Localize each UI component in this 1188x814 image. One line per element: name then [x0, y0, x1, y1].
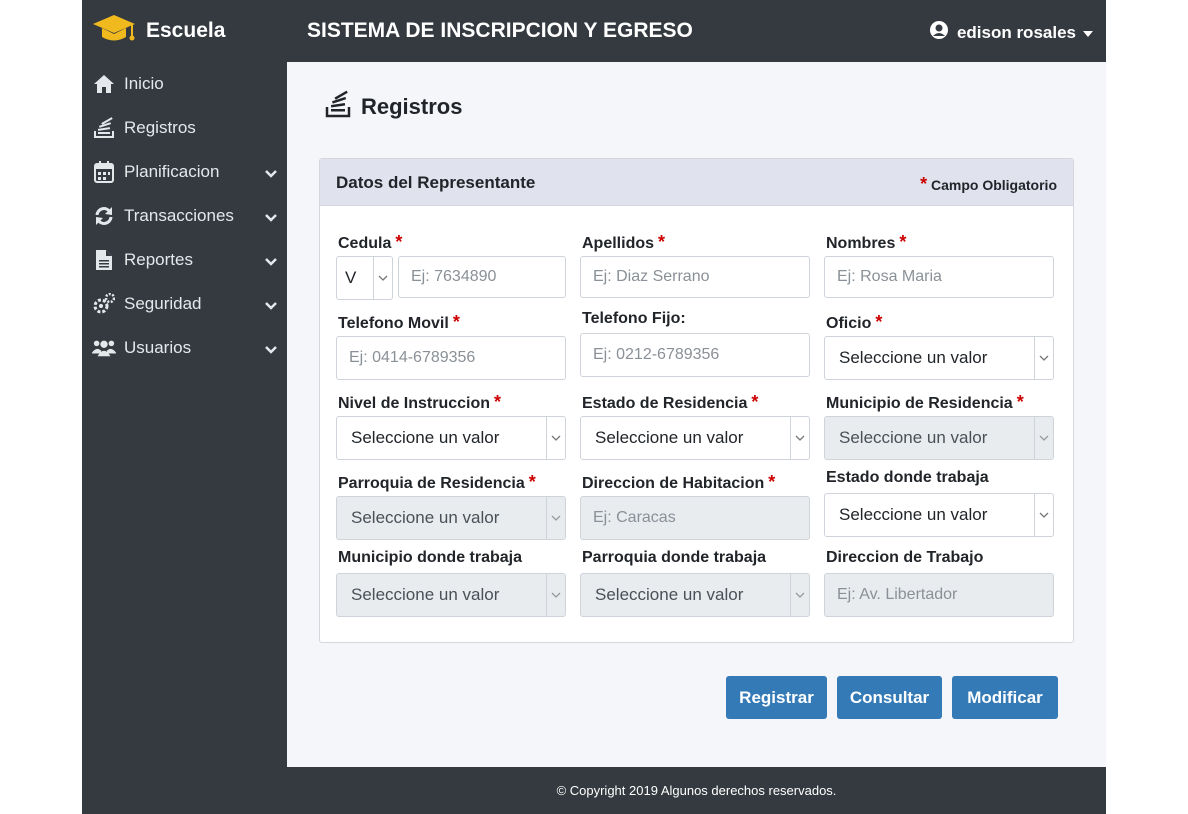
sidebar-item-seguridad[interactable]: [82, 282, 287, 326]
municipio-residencia-select: [824, 416, 1054, 460]
chevron-down-icon: [265, 340, 277, 360]
brand[interactable]: [82, 0, 287, 62]
stack-icon: [325, 90, 351, 123]
sync-icon: [92, 205, 116, 227]
required-asterisk: *: [751, 392, 759, 412]
chevron-down-icon: [1034, 417, 1053, 459]
sidebar-item-label: Reportes: [124, 250, 193, 269]
oficio-select-value: Seleccione un valor: [839, 348, 988, 367]
estado-residencia-label-text: Estado de Residencia: [582, 395, 748, 412]
chevron-down-icon: [546, 417, 565, 459]
cedula-input[interactable]: [398, 256, 566, 298]
chevron-down-icon: [1034, 337, 1053, 379]
chevron-down-icon: [265, 296, 277, 316]
caret-down-icon: [1082, 23, 1094, 43]
sidebar-item-label: Registros: [124, 118, 196, 137]
estado-trabajo-select[interactable]: [824, 493, 1054, 537]
cedula-label-text: Cedula: [338, 235, 392, 252]
municipio-residencia-label: [826, 392, 1024, 413]
chevron-down-icon: [265, 208, 277, 228]
sidebar-item-label: Transacciones: [124, 206, 234, 225]
stack-icon: [92, 117, 116, 139]
municipio-residencia-label-text: Municipio de Residencia: [826, 395, 1013, 412]
chevron-down-icon: [790, 574, 809, 616]
required-asterisk: *: [899, 232, 907, 252]
chevron-down-icon: [265, 252, 277, 272]
app-title: SISTEMA DE INSCRIPCION Y EGRESO: [307, 19, 693, 42]
telefono-movil-label: [338, 312, 460, 333]
sidebar-item-label: Usuarios: [124, 338, 192, 357]
apellidos-label-text: Apellidos: [582, 235, 655, 252]
required-asterisk: *: [658, 232, 666, 252]
sidebar-item-usuarios[interactable]: [82, 326, 287, 370]
parroquia-residencia-label: [338, 472, 536, 493]
direccion-habitacion-input: [580, 496, 810, 540]
parroquia-residencia-select: [336, 496, 566, 540]
user-menu[interactable]: [929, 20, 1094, 45]
nivel-instruccion-value: Seleccione un valor: [351, 428, 500, 447]
required-asterisk: *: [494, 392, 502, 412]
gears-icon: [92, 293, 116, 315]
sidebar-item-transacciones[interactable]: [82, 194, 287, 238]
telefono-movil-label-text: Telefono Movil: [338, 315, 449, 332]
direccion-habitacion-label: [582, 472, 775, 493]
direccion-trabajo-label: Direccion de Trabajo: [826, 549, 984, 566]
card-header: [320, 159, 1073, 206]
required-asterisk: *: [875, 312, 883, 332]
chevron-down-icon: [265, 164, 277, 184]
user-name: edison rosales: [956, 22, 1076, 42]
card-title: Datos del Representante: [336, 173, 536, 192]
registrar-button[interactable]: Registrar: [726, 676, 827, 719]
sidebar-nav: [82, 62, 287, 370]
estado-trabajo-label: Estado donde trabaja: [826, 469, 989, 486]
calendar-icon: [92, 161, 116, 183]
cedula-type-value: V: [345, 268, 357, 287]
apellidos-input[interactable]: [580, 256, 810, 298]
required-asterisk: *: [768, 472, 776, 492]
telefono-movil-input[interactable]: [336, 336, 566, 380]
sidebar-item-label: Inicio: [124, 74, 164, 93]
app-root: [82, 0, 1106, 814]
municipio-trabajo-select: [336, 573, 566, 617]
nivel-instruccion-select[interactable]: [336, 416, 566, 460]
parroquia-residencia-label-text: Parroquia de Residencia: [338, 475, 525, 492]
required-asterisk: *: [1016, 392, 1024, 412]
telefono-fijo-label: Telefono Fijo:: [582, 310, 686, 327]
estado-residencia-label: [582, 392, 758, 413]
sidebar-item-label: Planificacion: [124, 162, 220, 181]
consultar-button[interactable]: Consultar: [837, 676, 942, 719]
municipio-residencia-value: Seleccione un valor: [839, 428, 988, 447]
sidebar-item-registros[interactable]: [82, 106, 287, 150]
nombres-label: [826, 232, 906, 253]
chevron-down-icon: [546, 497, 565, 539]
parroquia-trabajo-select: [580, 573, 810, 617]
telefono-fijo-input[interactable]: [580, 333, 810, 377]
required-asterisk: *: [528, 472, 536, 492]
file-icon: [92, 249, 116, 271]
nombres-label-text: Nombres: [826, 235, 896, 252]
estado-residencia-value: Seleccione un valor: [595, 428, 744, 447]
parroquia-trabajo-value: Seleccione un valor: [595, 585, 744, 604]
sidebar-item-label: Seguridad: [124, 294, 202, 313]
main-content: [287, 62, 1106, 767]
cedula-type-select[interactable]: [336, 256, 393, 300]
home-icon: [92, 74, 116, 94]
chevron-down-icon: [373, 257, 392, 299]
oficio-label: [826, 312, 882, 333]
nivel-instruccion-label-text: Nivel de Instruccion: [338, 395, 491, 412]
user-circle-icon: [929, 20, 949, 45]
chevron-down-icon: [1034, 494, 1053, 536]
users-icon: [92, 338, 116, 358]
apellidos-label: [582, 232, 665, 253]
municipio-trabajo-label: Municipio donde trabaja: [338, 549, 523, 566]
estado-trabajo-value: Seleccione un valor: [839, 505, 988, 524]
sidebar: [82, 0, 287, 814]
page-header: [325, 90, 462, 123]
sidebar-item-planificacion[interactable]: [82, 150, 287, 194]
nivel-instruccion-label: [338, 392, 501, 413]
brand-name: Escuela: [146, 19, 226, 42]
sidebar-item-inicio[interactable]: [82, 62, 287, 106]
parroquia-trabajo-label: Parroquia donde trabaja: [582, 549, 767, 566]
estado-residencia-select[interactable]: [580, 416, 810, 460]
sidebar-item-reportes[interactable]: [82, 238, 287, 282]
oficio-label-text: Oficio: [826, 315, 872, 332]
direccion-habitacion-label-text: Direccion de Habitacion: [582, 475, 765, 492]
direccion-trabajo-input: [824, 573, 1054, 617]
representante-card: [319, 158, 1074, 643]
parroquia-residencia-value: Seleccione un valor: [351, 508, 500, 527]
modificar-button[interactable]: Modificar: [952, 676, 1058, 719]
nombres-input[interactable]: [824, 256, 1054, 298]
cedula-label: [338, 232, 402, 253]
oficio-select[interactable]: [824, 336, 1054, 380]
chevron-down-icon: [546, 574, 565, 616]
page-title: Registros: [361, 93, 463, 119]
required-asterisk: *: [452, 312, 460, 332]
municipio-trabajo-value: Seleccione un valor: [351, 585, 500, 604]
required-note-text: Campo Obligatorio: [931, 177, 1057, 193]
footer: © Copyright 2019 Algunos derechos reservados.: [287, 767, 1106, 814]
required-asterisk: *: [395, 232, 403, 252]
required-note: [916, 174, 1057, 195]
top-navbar: [287, 0, 1106, 62]
graduation-cap-icon: [92, 13, 136, 50]
required-asterisk: *: [920, 174, 928, 194]
chevron-down-icon: [790, 417, 809, 459]
